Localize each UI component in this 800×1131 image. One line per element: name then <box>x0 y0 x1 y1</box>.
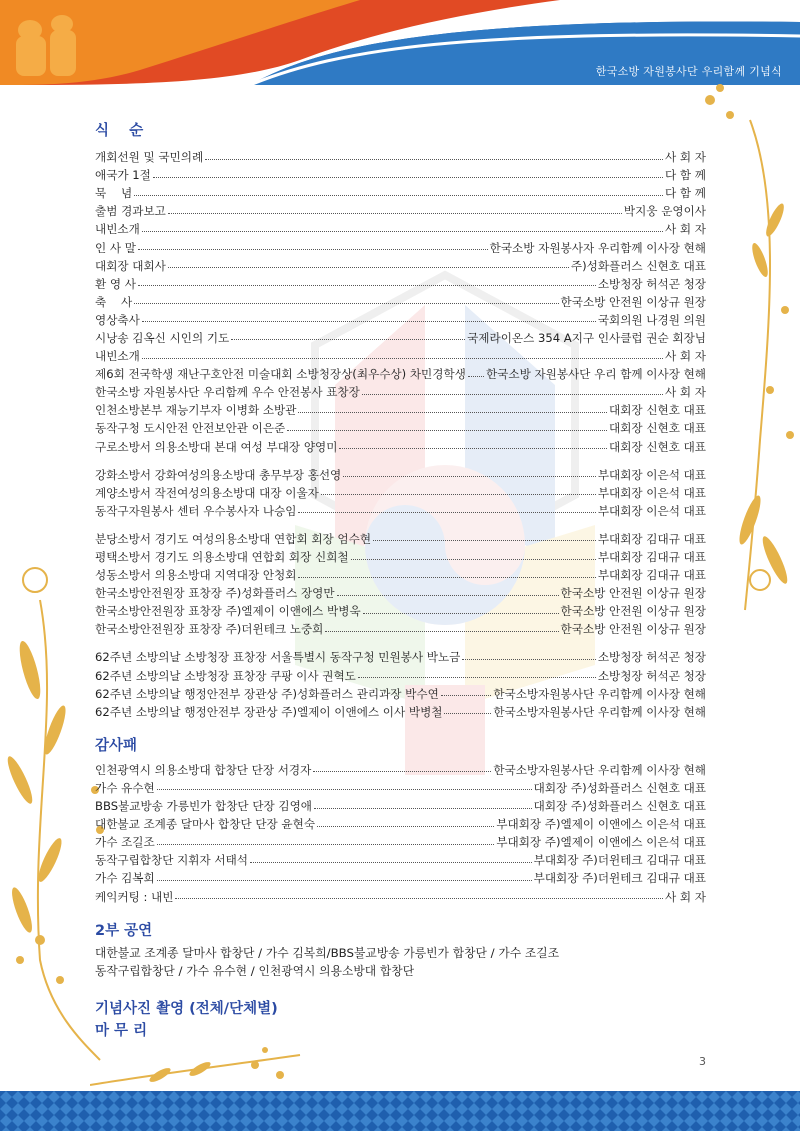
closing-section-title: 마 무 리 <box>95 1022 148 1039</box>
program-row <box>95 311 706 329</box>
program-row <box>95 703 706 721</box>
ceremony-list <box>95 148 706 721</box>
program-item: 한국소방안전원장 표창장 주)엘제이 이앤에스 박병욱 <box>95 604 361 619</box>
dot-leader <box>157 880 532 881</box>
program-presenter: 사 회 자 <box>665 385 706 400</box>
gold-leaf-decoration-left <box>0 560 110 1080</box>
program-presenter: 부대회장 이은석 대표 <box>597 467 706 482</box>
program-presenter: 대회장 신현호 대표 <box>609 403 706 418</box>
program-row <box>95 602 706 620</box>
dot-leader <box>157 789 532 790</box>
dot-leader <box>134 303 558 304</box>
gold-branch-decoration <box>690 80 800 620</box>
dot-leader <box>168 267 569 268</box>
program-item: 평택소방서 경기도 의용소방대 연합회 회장 신희철 <box>95 550 349 565</box>
program-item: 62주년 소방의날 소방청장 표창장 쿠팡 이사 권혁도 <box>95 668 356 683</box>
program-row <box>95 815 706 833</box>
program-item: 계양소방서 작전여성의용소방대 대장 이울자 <box>95 485 319 500</box>
program-item: 인천광역시 의용소방대 합창단 단장 서경자 <box>95 762 312 777</box>
footer-pattern <box>0 1091 800 1131</box>
dot-leader <box>138 249 488 250</box>
ceremony-section-title: 식 순 <box>95 123 144 139</box>
dot-leader <box>314 808 532 809</box>
program-presenter: 한국소방 안전원 이상규 원장 <box>560 294 706 309</box>
program-item: 묵 념 <box>95 186 133 201</box>
program-item: 인천소방본부 재능기부자 이병화 소방관 <box>95 403 297 418</box>
program-presenter: 사 회 자 <box>665 222 706 237</box>
dot-leader <box>321 494 596 495</box>
program-presenter: 한국소방 자원봉사자 우리함께 이사장 현해 <box>489 240 706 255</box>
program-row <box>95 620 706 638</box>
performance-section-title: 2부 공연 <box>95 922 153 939</box>
program-presenter: 부대회장 김대규 대표 <box>597 550 706 565</box>
dot-leader <box>175 898 663 899</box>
program-row <box>95 851 706 869</box>
program-presenter: 한국소방자원봉사단 우리함께 이사장 현해 <box>493 704 706 719</box>
program-presenter: 주)성화플러스 신현호 대표 <box>570 258 706 273</box>
program-presenter: 대회장 주)성화플러스 신현호 대표 <box>533 780 706 795</box>
dot-leader <box>351 559 596 560</box>
program-item: 애국가 1절 <box>95 168 151 183</box>
program-row <box>95 257 706 275</box>
main-content <box>95 120 706 1042</box>
dot-leader <box>142 358 663 359</box>
program-presenter: 한국소방 안전원 이상규 원장 <box>560 622 706 637</box>
program-row <box>95 566 706 584</box>
program-row <box>95 466 706 484</box>
program-item: 성동소방서 의용소방대 지역대장 안청회 <box>95 568 297 583</box>
program-item: 축 사 <box>95 294 133 309</box>
program-row <box>95 275 706 293</box>
program-row <box>95 220 706 238</box>
program-row <box>95 365 706 383</box>
program-row <box>95 383 706 401</box>
program-presenter: 대회장 신현호 대표 <box>609 439 706 454</box>
program-presenter: 박지웅 운영이사 <box>623 204 706 219</box>
dot-leader <box>138 285 596 286</box>
dot-leader <box>142 231 663 232</box>
program-item: 62주년 소방의날 행정안전부 장관상 주)성화플러스 관리과장 박수연 <box>95 686 439 701</box>
program-item: 개회선원 및 국민의례 <box>95 150 204 165</box>
program-item: 동작구자원봉사 센터 우수봉사자 나승임 <box>95 503 297 518</box>
program-row <box>95 502 706 520</box>
dot-leader <box>157 844 495 845</box>
program-row <box>95 293 706 311</box>
program-row <box>95 648 706 666</box>
group-spacer <box>95 456 706 466</box>
group-spacer <box>95 638 706 648</box>
dot-leader <box>358 677 596 678</box>
program-item: 62주년 소방의날 행정안전부 장관상 주)엘제이 이앤에스 이사 박병철 <box>95 704 443 719</box>
performance-line: 대한불교 조계종 달마사 합창단 / 가수 김복희/BBS불교방송 가릉빈가 합창단 / 가수 조길조 <box>95 945 560 960</box>
program-presenter: 부대회장 주)엘제이 이앤에스 이은석 대표 <box>496 817 706 832</box>
dot-leader <box>205 159 663 160</box>
program-row <box>95 401 706 419</box>
program-presenter: 다 함 께 <box>665 186 706 201</box>
program-row <box>95 833 706 851</box>
program-presenter: 한국소방 안전원 이상규 원장 <box>560 604 706 619</box>
program-row <box>95 761 706 779</box>
dot-leader <box>317 826 494 827</box>
dot-leader <box>287 430 607 431</box>
program-row <box>95 685 706 703</box>
program-presenter: 한국소방자원봉사단 우리함께 이사장 현해 <box>493 762 706 777</box>
dot-leader <box>298 577 595 578</box>
program-presenter: 한국소방 안전원 이상규 원장 <box>560 586 706 601</box>
program-row <box>95 484 706 502</box>
program-item: 내빈소개 <box>95 222 140 237</box>
program-presenter: 국회의원 나경원 의원 <box>597 312 706 327</box>
program-row <box>95 797 706 815</box>
dot-leader <box>339 448 607 449</box>
program-item: 가수 김복희 <box>95 871 155 886</box>
program-item: 대회장 대회사 <box>95 258 166 273</box>
program-presenter: 대회장 신현호 대표 <box>609 421 706 436</box>
program-row <box>95 347 706 365</box>
program-item: 62주년 소방의날 소방청장 표창장 서울특별시 동작구청 민원봉사 박노금 <box>95 650 461 665</box>
program-presenter: 부대회장 김대규 대표 <box>597 531 706 546</box>
program-row <box>95 419 706 437</box>
photo-section-title: 기념사진 촬영 (전체/단체별) <box>95 1000 278 1017</box>
program-item: 분당소방서 경기도 여성의용소방대 연합회 회장 엄수현 <box>95 531 372 546</box>
program-presenter: 소방청장 허석곤 청장 <box>597 650 706 665</box>
program-item: 한국소방안전원장 표창장 주)성화플러스 장영만 <box>95 586 335 601</box>
program-item: 내빈소개 <box>95 349 140 364</box>
dot-leader <box>313 771 491 772</box>
program-item: 환 영 사 <box>95 276 136 291</box>
program-presenter: 사 회 자 <box>665 889 706 904</box>
program-row <box>95 887 706 905</box>
program-row <box>95 667 706 685</box>
gold-branch-decoration-bottom <box>90 1035 310 1095</box>
program-item: 시낭송 김옥신 시인의 기도 <box>95 330 230 345</box>
program-item: 동작구립합창단 지휘자 서태석 <box>95 853 248 868</box>
program-item: 가수 조길조 <box>95 835 155 850</box>
program-presenter: 소방청장 허석곤 청장 <box>597 276 706 291</box>
dot-leader <box>134 195 663 196</box>
program-presenter: 사 회 자 <box>665 150 706 165</box>
program-row <box>95 166 706 184</box>
dot-leader <box>441 695 492 696</box>
dot-leader <box>142 321 596 322</box>
dot-leader <box>153 177 663 178</box>
program-row <box>95 779 706 797</box>
header-title: 한국소방 자원봉사단 우리함께 기념식 <box>595 65 782 78</box>
program-row <box>95 202 706 220</box>
dot-leader <box>462 659 595 660</box>
program-presenter: 한국소방 자원봉사단 우리 함께 이사장 현해 <box>485 367 706 382</box>
performance-line: 동작구립합창단 / 가수 유수현 / 인천광역시 의용소방대 합창단 <box>95 963 415 978</box>
program-row <box>95 438 706 456</box>
program-row <box>95 530 706 548</box>
program-presenter: 부대회장 주)더윈테크 김대규 대표 <box>533 853 706 868</box>
program-presenter: 부대회장 이은석 대표 <box>597 485 706 500</box>
program-presenter: 한국소방자원봉사단 우리함께 이사장 현해 <box>493 686 706 701</box>
dot-leader <box>373 540 596 541</box>
program-presenter: 사 회 자 <box>665 349 706 364</box>
program-presenter: 소방청장 허석곤 청장 <box>597 668 706 683</box>
program-item: BBS불교방송 가릉빈가 합창단 단장 김영애 <box>95 799 312 814</box>
dot-leader <box>298 412 607 413</box>
program-row <box>95 329 706 347</box>
page-number: 3 <box>699 1055 706 1068</box>
program-item: 인 사 말 <box>95 240 136 255</box>
program-item: 한국소방 자원봉사단 우리함께 우수 안전봉사 표창장 <box>95 385 360 400</box>
program-row <box>95 584 706 602</box>
program-presenter: 대회장 주)성화플러스 신현호 대표 <box>533 799 706 814</box>
performance-lines <box>95 944 706 980</box>
program-presenter: 부대회장 주)엘제이 이앤에스 이은석 대표 <box>496 835 706 850</box>
program-row <box>95 184 706 202</box>
plaques-list <box>95 761 706 906</box>
program-presenter: 부대회장 주)더윈테크 김대규 대표 <box>533 871 706 886</box>
program-presenter: 국제라이온스 354 A지구 인사클럽 권순 회장님 <box>467 330 706 345</box>
group-spacer <box>95 520 706 530</box>
program-item: 한국소방안전원장 표창장 주)더윈테크 노중희 <box>95 622 324 637</box>
program-presenter: 부대회장 김대규 대표 <box>597 568 706 583</box>
dot-leader <box>343 476 596 477</box>
program-item: 대한불교 조계종 달마사 합창단 단장 윤현숙 <box>95 817 316 832</box>
program-item: 케익커팅 : 내빈 <box>95 889 174 904</box>
dot-leader <box>444 713 491 714</box>
dot-leader <box>362 394 663 395</box>
dot-leader <box>468 376 484 377</box>
dot-leader <box>250 862 532 863</box>
program-item: 강화소방서 강화여성의용소방대 총무부장 홍선영 <box>95 467 342 482</box>
dot-leader <box>337 595 559 596</box>
dot-leader <box>363 613 559 614</box>
program-row <box>95 548 706 566</box>
program-item: 구로소방서 의용소방대 본대 여성 부대장 양영미 <box>95 439 338 454</box>
program-row <box>95 148 706 166</box>
dot-leader <box>325 631 558 632</box>
program-row <box>95 869 706 887</box>
program-item: 영상축사 <box>95 312 140 327</box>
dot-leader <box>298 512 595 513</box>
dot-leader <box>231 339 465 340</box>
program-item: 제6회 전국학생 재난구호안전 미술대회 소방청장상(최우수상) 차민경학생 <box>95 367 466 382</box>
program-item: 출범 경과보고 <box>95 204 166 219</box>
program-item: 동작구청 도시안전 안전보안관 이은준 <box>95 421 286 436</box>
program-presenter: 부대회장 이은석 대표 <box>597 503 706 518</box>
plaques-section-title: 감사패 <box>95 737 138 754</box>
program-presenter: 다 함 께 <box>665 168 706 183</box>
dot-leader <box>168 213 622 214</box>
program-row <box>95 238 706 256</box>
program-item: 가수 유수현 <box>95 780 155 795</box>
